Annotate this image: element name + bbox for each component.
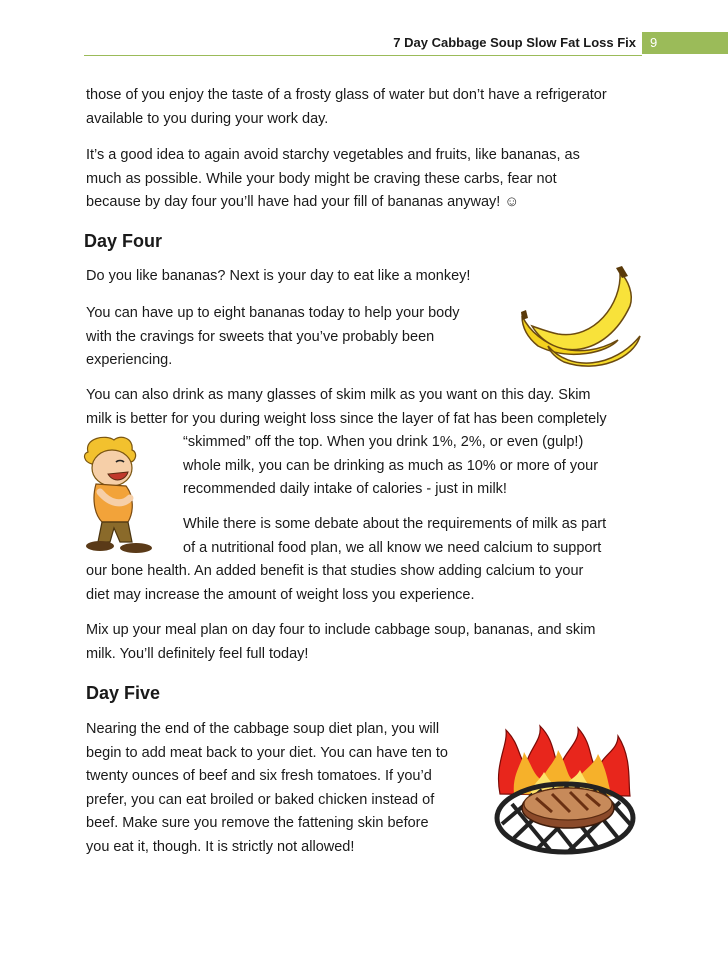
text-line: While there is some debate about the requirements of milk as part	[183, 516, 607, 532]
text-line: whole milk, you can be drinking as much as 10% or more of your	[183, 457, 599, 474]
text-line: with the cravings for sweets that you’ve probably been	[86, 328, 435, 345]
text-line: beef. Make sure you remove the fattening skin before	[86, 815, 429, 831]
paragraph-calcium	[86, 513, 646, 607]
page-number: 9	[642, 32, 728, 54]
text-line: our bone health. An added benefit is that studies show adding calcium to your	[86, 563, 584, 579]
text-line: recommended daily intake of calories - just in milk!	[183, 481, 507, 497]
document-title: 7 Day Cabbage Soup Slow Fat Loss Fix	[393, 35, 636, 50]
text-line: available to you during your work day.	[86, 110, 329, 127]
text-line: diet may increase the amount of weight loss you experience.	[86, 586, 475, 603]
text-line: prefer, you can eat broiled or baked chicken instead of	[86, 791, 435, 808]
paragraph-water	[86, 84, 607, 131]
text-line: those of you enjoy the taste of a frosty glass of water but don’t have a refrigerator	[86, 87, 607, 103]
paragraph-eight-bananas	[86, 302, 460, 373]
text-line: You can have up to eight bananas today to help your body	[86, 305, 460, 321]
text-line: begin to add meat back to your diet. You can have ten to	[86, 744, 448, 761]
text-line: twenty ounces of beef and six fresh tomatoes. If you’d	[86, 768, 432, 784]
text-line: Nearing the end of the cabbage soup diet plan, you will	[86, 721, 440, 737]
text-line: You can also drink as many glasses of skim milk as you want on this day. Skim	[86, 387, 591, 403]
text-line: Mix up your meal plan on day four to include cabbage soup, bananas, and skim	[86, 622, 596, 638]
text-line: of a nutritional food plan, we all know we need calcium to support	[183, 539, 602, 556]
text-line: milk. You’ll definitely feel full today!	[86, 645, 309, 662]
heading-day-four: Day Four	[84, 231, 163, 251]
heading-day-five: Day Five	[86, 683, 161, 703]
text-line: Do you like bananas? Next is your day to eat like a monkey!	[86, 268, 471, 284]
header-rule	[84, 55, 642, 56]
paragraph-meal-plan	[86, 619, 595, 666]
text-line: experiencing.	[86, 352, 173, 368]
grilled-steak-icon	[490, 724, 640, 860]
text-line: It’s a good idea to again avoid starchy vegetables and fruits, like bananas, as	[86, 147, 580, 163]
text-line: much as possible. While your body might be craving these carbs, fear not	[86, 170, 557, 187]
paragraph-meat	[86, 718, 448, 859]
text-line: you eat it, though. It is strictly not allowed!	[86, 838, 355, 855]
paragraph-monkey	[86, 265, 470, 289]
text-line: milk is better for you during weight loss since the layer of fat has been completely	[86, 410, 607, 427]
text-line: “skimmed” off the top. When you drink 1%, 2%, or even (gulp!)	[183, 434, 584, 450]
page-header	[0, 32, 728, 56]
banana-bunch-icon	[518, 266, 646, 372]
text-line: because by day four you’ll have had your fill of bananas anyway! ☺	[86, 194, 520, 210]
paragraph-starchy	[86, 144, 580, 215]
